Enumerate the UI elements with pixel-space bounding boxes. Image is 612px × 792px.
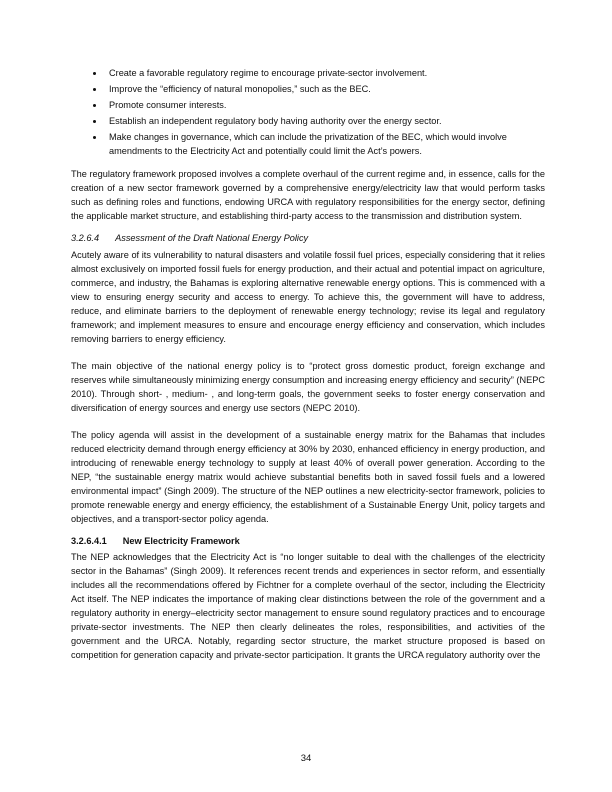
paragraph-nep-acknowledges: The NEP acknowledges that the Electricity Act is “no longer suitable to deal with the challenges of the electricity sector in the Bahamas” (Singh 2009). It references recent trends and experiences in sector reform, and essentially includes all the recommendations offered by Fichtner for a complete overhaul of the sector, including the Electricity Act itself. The NEP indicates the importance of making clear distinctions between the role of the government and a regulatory authority in energy–electricity sector management to ensure sound regulatory practices and to encourage private-sector investments. The NEP then clearly delineates the roles, responsibilities, and activities of the government and the URCA. Notably, regarding sector structure, the market structure proposed is based on competition for generation capacity and private-sector participation. It grants the URCA regulatory authority over the [71,552,545,660]
bullet-list [71,66,545,158]
section-title: Assessment of the Draft National Energy Policy [115,233,309,243]
bullet-item: • Improve the “efficiency of natural monopolies,” such as the BEC. [105,82,545,96]
bullet-item: • Make changes in governance, which can include the privatization of the BEC, which would involve amendments to the Electricity Act and potentially could limit the Act’s powers. [105,130,545,158]
paragraph-policy-agenda: The policy agenda will assist in the development of a sustainable energy matrix for the Bahamas that includes reduced electricity demand through energy efficiency at 30% by 2030, enhanced efficiency in energy production, and introducing of renewable energy technology to supply at least 40% of overall power generation. According to the NEP, “the sustainable energy matrix would achieve substantial benefits both in saved fossil fuels and a lowered environmental impact” (Singh 2009). The structure of the NEP outlines a new electricity-sector framework, policies to promote renewable energy and energy efficiency, the establishment of a Sustainable Energy Unit, policy targets and objectives, and a transport-sector policy agenda. [71,430,545,524]
section-title: New Electricity Framework [122,536,240,546]
page-number: 34 [300,753,312,764]
section-heading-new-electricity-framework [71,534,545,548]
paragraph-regulatory-framework: The regulatory framework proposed involves a complete overhaul of the current regime and, in essence, calls for the creation of a new sector framework governed by a comprehensive energy/electricity law that would perform tasks such as defining roles and functions, endowing URCA with regulatory responsibilities for the energy sector, defining the applicable market structure, and establishing third-party access to the transmission and distribution system. [71,169,545,221]
section-heading-assessment [71,231,545,245]
paragraph-main-objective: The main objective of the national energy policy is to “protect gross domestic product, foreign exchange and reserves while simultaneously minimizing energy consumption and increasing energy efficiency and security” (NEPC 2010). Through short- , medium- , and long-term goals, the government seeks to foster energy conservation and diversification of energy sources and energy use sectors (NEPC 2010). [71,361,545,413]
paragraph-vulnerability: Acutely aware of its vulnerability to natural disasters and volatile fossil fuel prices, especially considering that it relies almost exclusively on imported fossil fuels for energy production, and their actual and potential impact on agriculture, commerce, and industry, the Bahamas is exploring alternative renewable energy options. This is commenced with a view to ensuring energy security and access to energy. To achieve this, the government will have to address, reduce, and eliminate barriers to the deployment of renewable energy technology; revise its legal and regulatory framework; and implement measures to ensure and encourage energy efficiency and conservation, which includes removing barriers to energy efficiency. [71,250,545,344]
bullet-item: • Promote consumer interests. [105,98,545,112]
section-number: 3.2.6.4.1 [71,536,107,546]
section-number: 3.2.6.4 [71,233,100,243]
bullet-item: • Create a favorable regulatory regime to encourage private-sector involvement. [105,66,545,80]
bullet-item: • Establish an independent regulatory body having authority over the energy sector. [105,114,545,128]
